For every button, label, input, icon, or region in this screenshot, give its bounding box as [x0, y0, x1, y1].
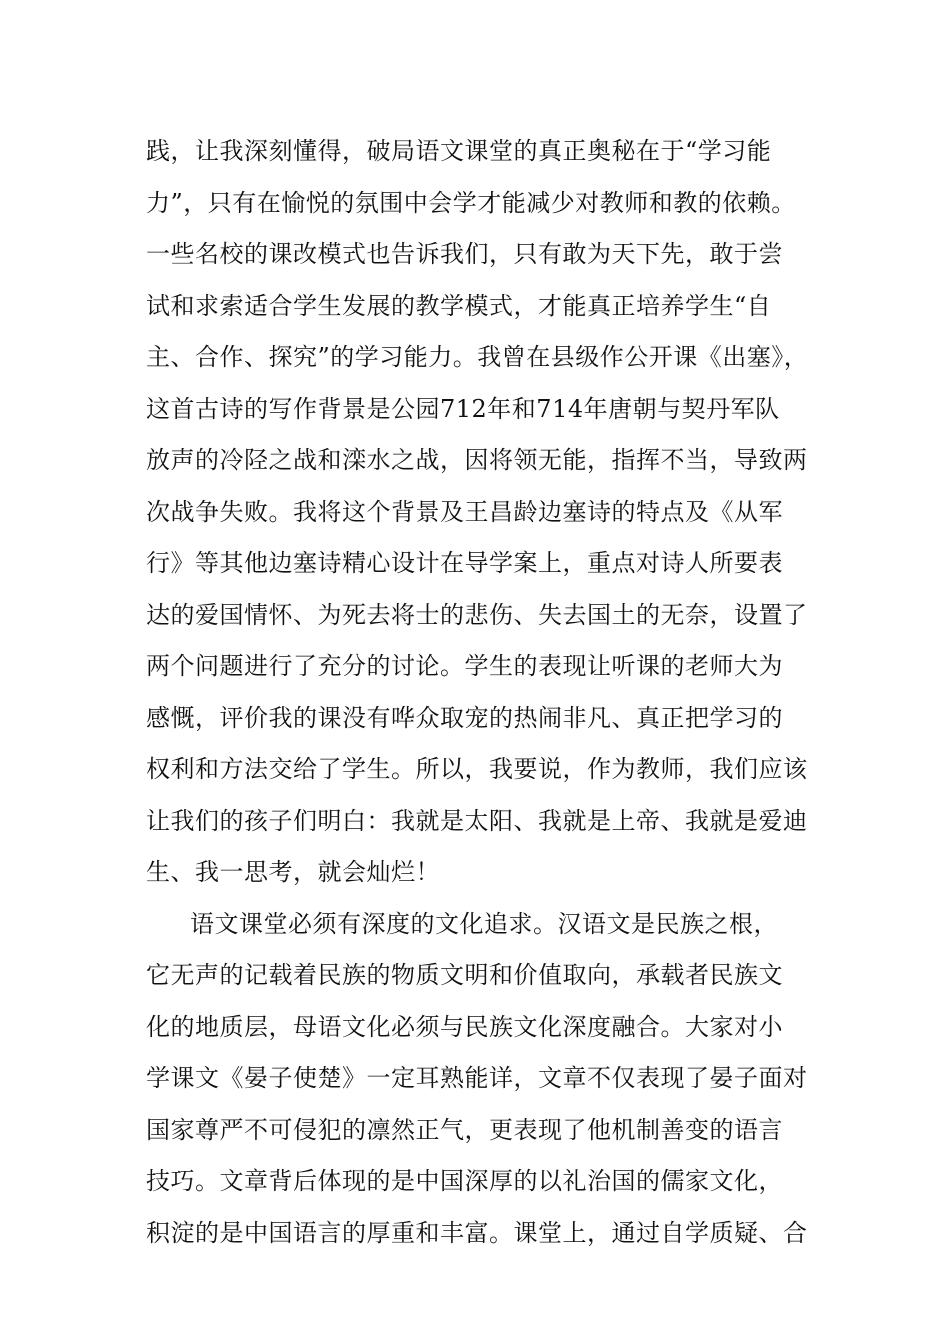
text-line: 一些名校的课改模式也告诉我们，只有敢为天下先，敢于尝: [146, 240, 783, 268]
text-line: 让我们的孩子们明白：我就是太阳、我就是上帝、我就是爱迪: [146, 806, 808, 835]
text-line: 次战争失败。我将这个背景及王昌龄边塞诗的特点及《从军: [146, 497, 783, 526]
text-line: 化的地质层，母语文化必须与民族文化深度融合。大家对小: [146, 1012, 783, 1041]
text-line: 放声的冷陉之战和滦水之战，因将领无能，指挥不当，导致两: [146, 446, 808, 474]
text-line: 权利和方法交给了学生。所以，我要说，作为教师，我们应该: [146, 755, 808, 783]
text-line: 生、我一思考，就会灿烂！: [146, 858, 440, 886]
text-line: 践，让我深刻懂得，破局语文课堂的真正奥秘在于“学习能: [146, 137, 772, 165]
text-line: 积淀的是中国语言的厚重和丰富。课堂上，通过自学质疑、合: [146, 1218, 808, 1247]
text-line: 两个问题进行了充分的讨论。学生的表现让听课的老师大为: [146, 652, 783, 680]
text-line: 行》等其他边塞诗精心设计在导学案上，重点对诗人所要表: [146, 549, 783, 577]
body-text: [146, 126, 809, 1259]
text-line: 国家尊严不可侵犯的凛然正气，更表现了他机制善变的语言: [146, 1115, 783, 1144]
text-line: 学课文《晏子使楚》一定耳熟能详，文章不仅表现了晏子面对: [146, 1064, 808, 1092]
text-line: 它无声的记载着民族的物质文明和价值取向，承载者民族文: [146, 961, 783, 989]
text-line: 这首古诗的写作背景是公园712年和714年唐朝与契丹军队: [146, 394, 780, 423]
text-line: 达的爱国情怀、为死去将士的悲伤、失去国土的无奈，设置了: [146, 600, 808, 629]
text-line: 感慨，评价我的课没有哗众取宠的热闹非凡、真正把学习的: [146, 703, 783, 732]
text-line: 技巧。文章背后体现的是中国深厚的以礼治国的儒家文化，: [146, 1167, 783, 1195]
text-line: 试和求索适合学生发展的教学模式，才能真正培养学生“自: [146, 291, 772, 320]
paragraph-start-line: 语文课堂必须有深度的文化追求。汉语文是民族之根，: [190, 909, 778, 938]
text-line: 力”，只有在愉悦的氛围中会学才能减少对教师和教的依赖。: [146, 188, 796, 217]
text-line: 主、合作、探究”的学习能力。我曾在县级作公开课《出塞》，: [146, 343, 809, 371]
